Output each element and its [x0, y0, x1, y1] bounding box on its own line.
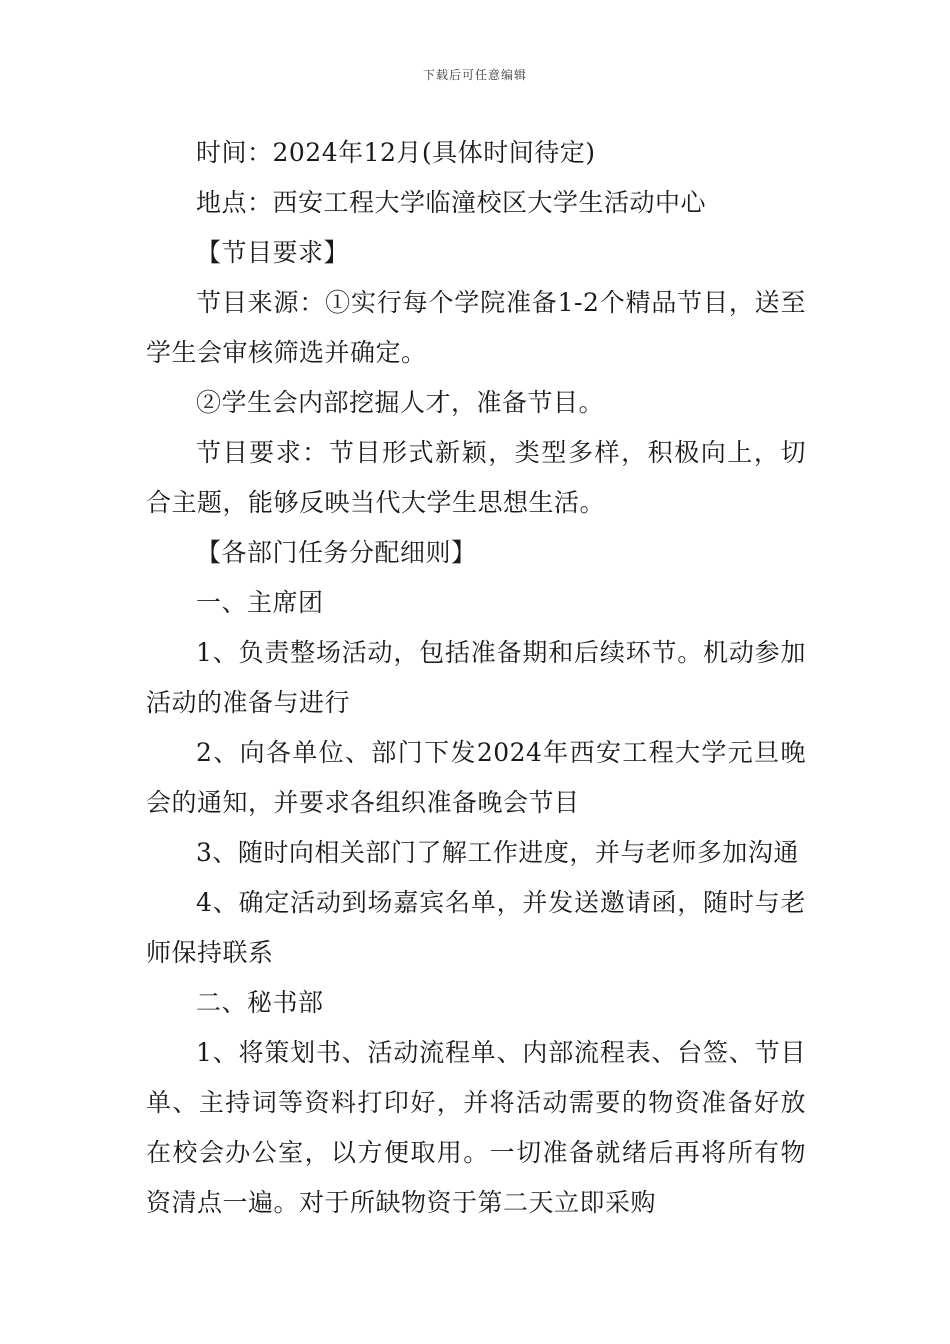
presidium-task-3: 3、随时向相关部门了解工作进度，并与老师多加沟通	[196, 838, 799, 867]
subheading-secretariat: 二、秘书部	[196, 988, 324, 1017]
presidium-task-4: 4、确定活动到场嘉宾名单，并发送邀请函，随时与老师保持联系	[146, 888, 806, 967]
program-source-paragraph: 节目来源：①实行每个学院准备1-2个精品节目，送至学生会审核筛选并确定。	[146, 288, 806, 367]
program-requirement-paragraph: 节目要求：节目形式新颖，类型多样，积极向上，切合主题，能够反映当代大学生思想生活。	[146, 438, 806, 517]
presidium-task-2: 2、向各单位、部门下发2024年西安工程大学元旦晚会的通知，并要求各组织准备晚会节目	[146, 738, 806, 817]
subheading-presidium: 一、主席团	[196, 588, 324, 617]
program-source-item-2: ②学生会内部挖掘人才，准备节目。	[196, 388, 605, 417]
presidium-task-1: 1、负责整场活动，包括准备期和后续环节。机动参加活动的准备与进行	[146, 638, 806, 717]
document-body	[146, 128, 806, 1228]
location-line: 地点：西安工程大学临潼校区大学生活动中心	[196, 188, 707, 217]
section-heading-task-assignment: 【各部门任务分配细则】	[196, 538, 477, 567]
time-line: 时间：2024年12月(具体时间待定)	[196, 138, 596, 167]
page-header-note: 下载后可任意编辑	[422, 68, 527, 82]
section-heading-program-requirements: 【节目要求】	[196, 238, 350, 267]
secretariat-task-1: 1、将策划书、活动流程单、内部流程表、台签、节目单、主持词等资料打印好，并将活动需要的物资准备好放在校会办公室，以方便取用。一切准备就绪后再将所有物资清点一遍。对于所缺物资于第二天立即采购	[146, 1038, 806, 1217]
